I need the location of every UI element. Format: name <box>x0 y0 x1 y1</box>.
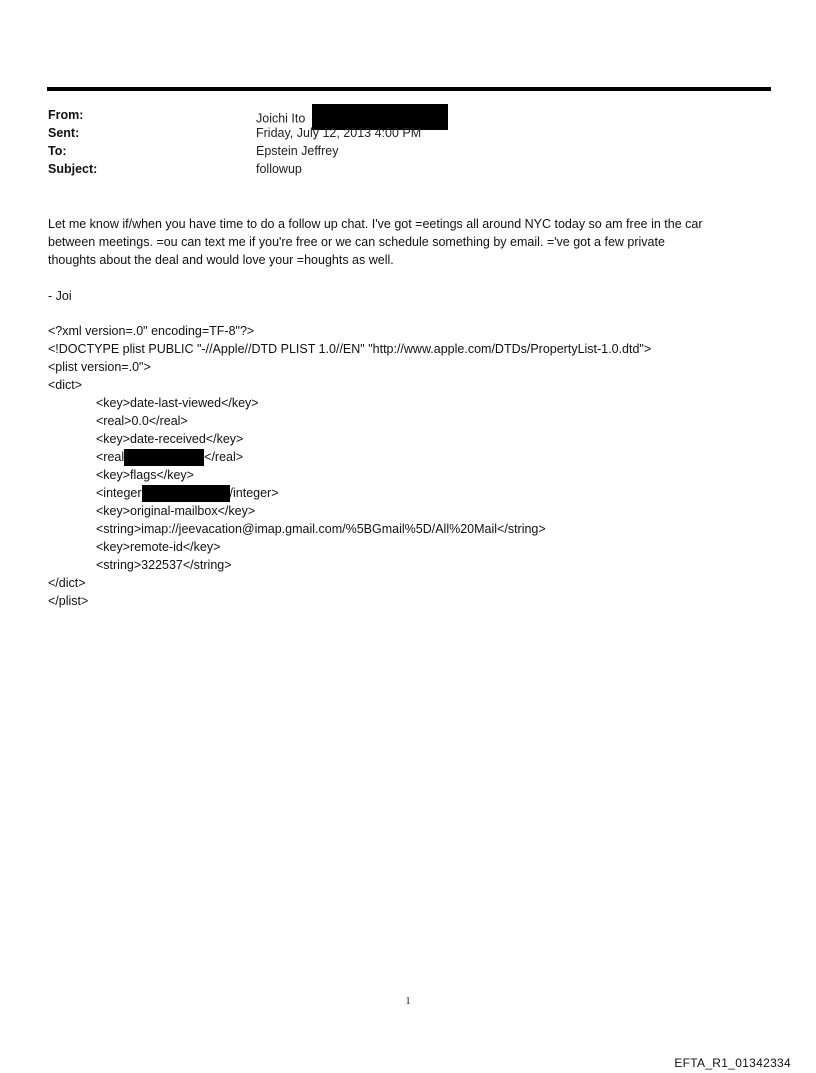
plist-line: <key>date-received</key> <box>96 432 244 446</box>
plist-line: <dict> <box>48 378 83 392</box>
sent-label: Sent: <box>48 126 80 140</box>
to-label: To: <box>48 144 67 158</box>
plist-line-redacted <box>48 448 651 466</box>
body-line: thoughts about the deal and would love your =houghts as well. <box>48 253 394 267</box>
from-label: From: <box>48 108 84 122</box>
plist-line: <real>0.0</real> <box>96 414 188 428</box>
body-line: Let me know if/when you have time to do a follow up chat. I've got =eetings all around NYC today so am free in the car <box>48 217 703 231</box>
plist-fragment: <real <box>96 450 125 464</box>
sent-row <box>48 124 422 142</box>
plist-fragment: </real> <box>204 450 244 464</box>
signature: - Joi <box>48 289 72 303</box>
redaction-block <box>142 485 230 502</box>
plist-fragment: <integer <box>96 486 142 501</box>
sent-value: Friday, July 12, 2013 4:00 PM <box>256 126 422 140</box>
plist-line: <key>flags</key> <box>96 468 194 483</box>
subject-value: followup <box>256 162 302 176</box>
body-line: between meetings. =ou can text me if you're free or we can schedule something by email. ='ve got a few private <box>48 235 665 249</box>
redaction-block <box>124 449 204 466</box>
to-value: Epstein Jeffrey <box>256 144 339 158</box>
plist-line: <!DOCTYPE plist PUBLIC "-//Apple//DTD PLIST 1.0//EN" "http://www.apple.com/DTDs/PropertyList-1.0.dtd"> <box>48 342 652 356</box>
plist-line: <key>original-mailbox</key> <box>96 504 256 519</box>
from-name: Joichi Ito <box>256 111 306 126</box>
plist-line: <plist version=.0"> <box>48 360 151 374</box>
plist-line: <key>remote-id</key> <box>96 540 221 555</box>
message-body <box>48 215 768 269</box>
to-row <box>48 142 339 160</box>
from-row <box>48 106 306 126</box>
plist-line: <string>322537</string> <box>96 558 232 573</box>
plist-block <box>48 322 651 610</box>
plist-line: </dict> <box>48 576 86 591</box>
plist-fragment: /integer> <box>229 486 279 501</box>
plist-line: <key>date-last-viewed</key> <box>96 396 259 410</box>
subject-label: Subject: <box>48 162 98 176</box>
header-rule <box>47 87 771 91</box>
plist-line: </plist> <box>48 594 89 609</box>
subject-row <box>48 160 302 178</box>
bates-stamp: EFTA_R1_01342334 <box>674 1056 791 1070</box>
plist-line: <string>imap://jeevacation@imap.gmail.com/%5BGmail%5D/All%20Mail</string> <box>96 522 546 537</box>
page-number: 1 <box>405 996 411 1007</box>
plist-line-redacted <box>48 484 651 502</box>
plist-line: <?xml version=.0" encoding=TF-8"?> <box>48 324 255 338</box>
